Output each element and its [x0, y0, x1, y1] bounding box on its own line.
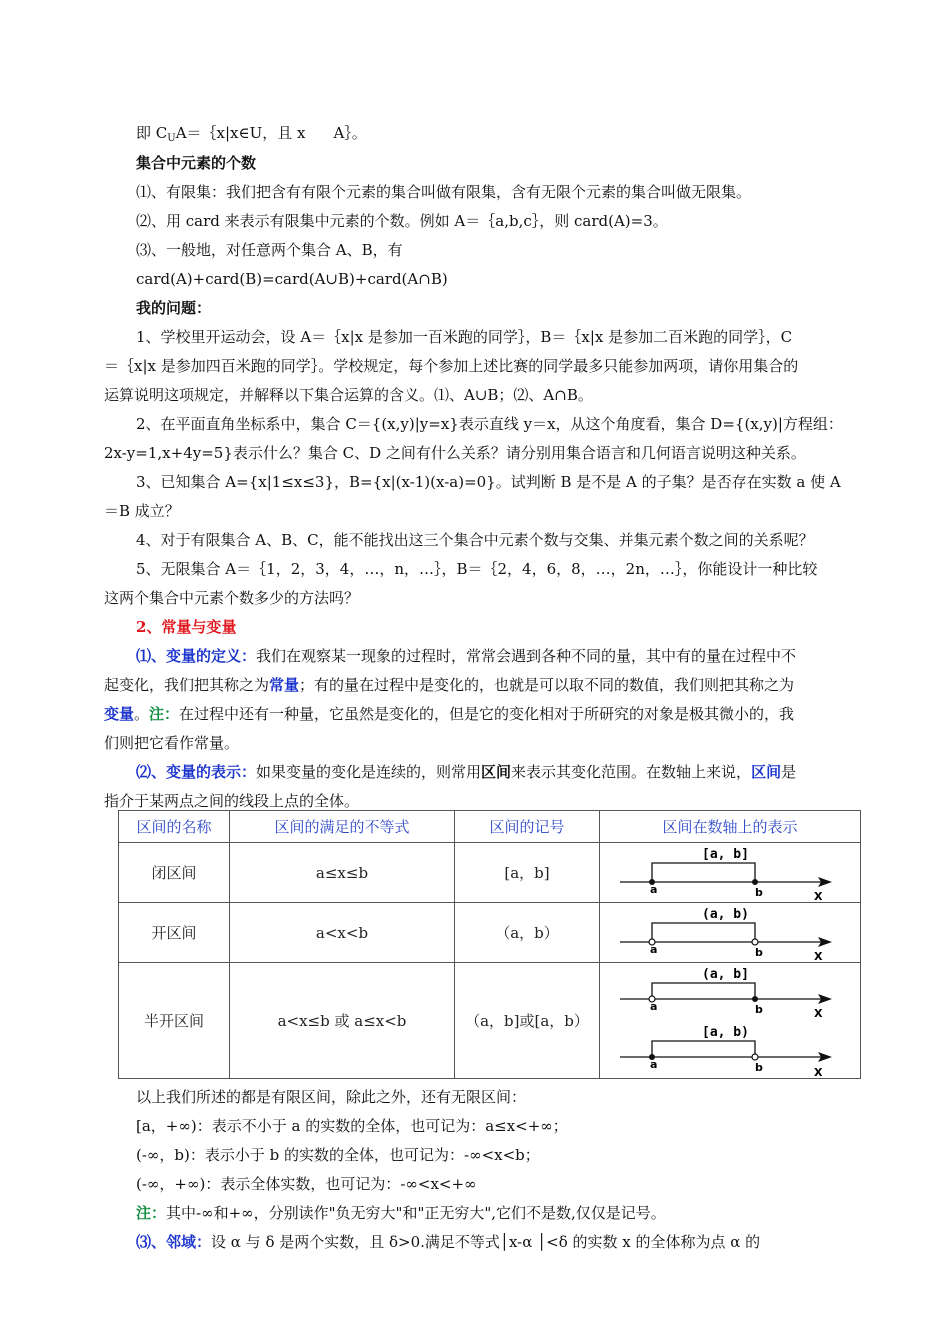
cell-diagram	[600, 843, 861, 903]
half-open-left-label: (a, b]	[702, 966, 749, 982]
half-open-interval-diagrams	[610, 964, 850, 1078]
label-x: X	[814, 889, 823, 902]
question-1-line-1: 1、学校里开运动会，设 A＝｛x|x 是参加一百米跑的同学｝，B＝｛x|x 是参加二百米跑的同学｝，C	[136, 328, 793, 346]
variable-representation-label: ⑵、变量的表示：	[136, 763, 257, 781]
question-5-line-2: 这两个集合中元素个数多少的方法吗？	[104, 589, 360, 607]
interval-table	[118, 810, 861, 1079]
variable-definition-label: ⑴、变量的定义：	[136, 647, 257, 665]
question-1-line-3: 运算说明这项规定，并解释以下集合运算的含义。⑴、A∪B；⑵、A∩B。	[104, 386, 593, 404]
label-a: a	[650, 942, 658, 956]
infinity-note: 注：其中-∞和+∞，分别读作"负无穷大"和"正无穷大",它们不是数,仅仅是记号。	[136, 1204, 666, 1222]
label-b: b	[755, 1060, 763, 1074]
paragraph-any-two-sets: ⑶、一般地，对任意两个集合 A、B，有	[136, 241, 403, 259]
cell-diagram	[600, 903, 861, 963]
cell-diagram	[600, 963, 861, 1079]
infinite-interval-3: (-∞，+∞)：表示全体实数，也可记为：-∞<x<+∞	[136, 1175, 477, 1193]
endpoint-b-open	[752, 939, 758, 945]
heading-constants-variables: 2、常量与变量	[136, 618, 237, 636]
table-row-open	[119, 903, 861, 963]
formula-card: card(A)+card(B)=card(A∪B)+card(A∩B)	[136, 270, 448, 288]
paragraph-card: ⑵、用 card 来表示有限集中元素的个数。例如 A＝｛a,b,c｝，则 card(A)=3。	[136, 212, 668, 230]
cell-inequality: a<x<b	[230, 903, 455, 963]
table-row-half-open	[119, 963, 861, 1079]
header-notation: 区间的记号	[455, 811, 600, 843]
heading-my-questions: 我的问题：	[136, 299, 212, 317]
label-a: a	[650, 1057, 658, 1071]
label-a: a	[650, 882, 658, 896]
label-x: X	[814, 949, 823, 962]
term-variable: 变量	[104, 705, 135, 723]
header-inequality: 区间的满足的不等式	[230, 811, 455, 843]
heading-element-count: 集合中元素的个数	[136, 154, 257, 172]
note-label: 注：	[149, 705, 180, 723]
label-a: a	[650, 999, 658, 1013]
interval-bracket	[652, 983, 755, 999]
closed-interval-label: [a, b]	[702, 846, 749, 862]
variable-representation-line-1: ⑵、变量的表示：如果变量的变化是连续的，则常用区间来表示其变化范围。在数轴上来说，区间是	[136, 763, 797, 781]
label-b: b	[755, 885, 763, 899]
header-number-line: 区间在数轴上的表示	[600, 811, 861, 843]
infinite-interval-2: (-∞，b)：表示小于 b 的实数的全体，也可记为：-∞<x<b；	[136, 1146, 540, 1164]
complement-definition: 即 $C_UA=\{x|x\in U$，且 x A｝。	[136, 124, 367, 144]
header-interval-name: 区间的名称	[119, 811, 230, 843]
cell-notation: （a，b]或[a，b）	[455, 963, 600, 1079]
cell-name: 闭区间	[119, 843, 230, 903]
variable-definition-line-1: ⑴、变量的定义：我们在观察某一现象的过程时，常常会遇到各种不同的量，其中有的量在过程中不	[136, 647, 797, 665]
closed-interval-diagram	[610, 844, 850, 902]
cell-name: 开区间	[119, 903, 230, 963]
cell-inequality: a<x≤b 或 a≤x<b	[230, 963, 455, 1079]
endpoint-b-closed	[752, 879, 758, 885]
question-2-line-1: 2、在平面直角坐标系中，集合 C＝{(x,y)|y=x}表示直线 y＝x，从这个角度看，集合 D={(x,y)|方程组：	[136, 415, 843, 433]
interval-bracket	[652, 863, 755, 882]
label-b: b	[755, 1002, 763, 1016]
label-x: X	[814, 1065, 823, 1078]
half-open-right-label: [a, b)	[702, 1024, 749, 1040]
variable-representation-line-2: 指介于某两点之间的线段上点的全体。	[104, 792, 360, 810]
variable-definition-line-4: 们则把它看作常量。	[104, 734, 240, 752]
note-label: 注：	[136, 1204, 167, 1222]
cell-notation: （a，b）	[455, 903, 600, 963]
open-interval-diagram	[610, 904, 850, 962]
question-4: 4、对于有限集合 A、B、C，能不能找出这三个集合中元素个数与交集、并集元素个数之间的关系呢？	[136, 531, 814, 549]
table-header-row	[119, 811, 861, 843]
term-constant: 常量	[269, 676, 300, 694]
infinite-interval-1: [a，+∞)：表示不小于 a 的实数的全体，也可记为：a≤x<+∞；	[136, 1117, 568, 1135]
question-3-line-1: 3、已知集合 A={x|1≤x≤3}，B={x|(x-1)(x-a)=0}。试判断 B 是不是 A 的子集？是否存在实数 a 使 A	[136, 473, 841, 491]
endpoint-b-closed	[752, 996, 758, 1002]
variable-definition-line-3: 变量。注：在过程中还有一种量，它虽然是变化的，但是它的变化相对于所研究的对象是极其微小的，我	[104, 705, 795, 723]
interval-bracket	[652, 1041, 755, 1057]
question-5-line-1: 5、无限集合 A＝｛1，2，3，4，…，n，…｝，B＝｛2，4，6，8，…，2n，…｝，你能设计一种比较	[136, 560, 818, 578]
endpoint-b-open	[752, 1054, 758, 1060]
question-2-line-2: 2x-y=1,x+4y=5}表示什么？集合 C、D 之间有什么关系？请分别用集合语言和几何语言说明这种关系。	[104, 444, 806, 462]
question-3-line-2: ＝B 成立？	[104, 502, 180, 520]
cell-notation: [a，b]	[455, 843, 600, 903]
neighborhood-label: ⑶、邻域：	[136, 1233, 212, 1251]
label-b: b	[755, 945, 763, 959]
cell-inequality: a≤x≤b	[230, 843, 455, 903]
interval-bracket	[652, 923, 755, 939]
question-1-line-2: ＝｛x|x 是参加四百米跑的同学｝。学校规定，每个参加上述比赛的同学最多只能参加两项，请你用集合的	[104, 357, 799, 375]
variable-definition-line-2: 起变化，我们把其称之为常量；有的量在过程中是变化的，也就是可以取不同的数值，我们则把其称之为	[104, 676, 795, 694]
neighborhood-definition: ⑶、邻域：设 α 与 δ 是两个实数，且 δ>0.满足不等式│x-α │<δ 的实数 x 的全体称为点 α 的	[136, 1233, 761, 1251]
label-x: X	[814, 1006, 823, 1020]
open-interval-label: (a, b)	[702, 906, 749, 922]
cell-name: 半开区间	[119, 963, 230, 1079]
table-row-closed	[119, 843, 861, 903]
infinite-intervals-intro: 以上我们所述的都是有限区间，除此之外，还有无限区间：	[136, 1088, 527, 1106]
paragraph-finite-set: ⑴、有限集：我们把含有有限个元素的集合叫做有限集，含有无限个元素的集合叫做无限集。	[136, 183, 752, 201]
